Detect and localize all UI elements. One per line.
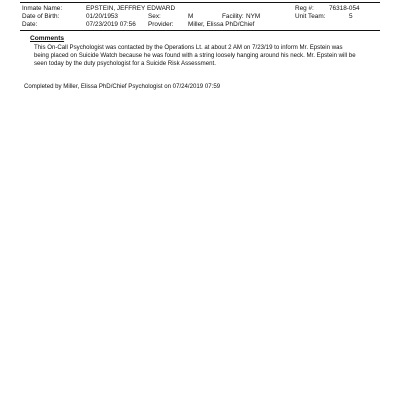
provider-value: Miller, Elissa PhD/Chief: [188, 21, 255, 28]
facility-value: NYM: [246, 13, 261, 20]
comments-title: Comments: [30, 35, 65, 42]
comment-line: seen today by the duty psychologist for a Suicide Risk Assessment.: [34, 60, 216, 68]
unit-team-value: 5: [349, 13, 353, 20]
sex-label: Sex:: [148, 13, 161, 20]
provider-label: Provider:: [148, 21, 174, 28]
comment-line: This On-Call Psychologist was contacted by the Operations Lt. at about 2 AM on 7/23/19 to inform Mr. Epstein was: [34, 44, 343, 51]
reg-value: 76318-054: [329, 5, 360, 12]
dob-label: Date of Birth:: [22, 13, 60, 20]
sex-value: M: [188, 13, 194, 20]
inmate-name-value: EPSTEIN, JEFFREY EDWARD: [86, 5, 176, 12]
completed-by-line: Completed by Miller, Elissa PhD/Chief Psychologist on 07/24/2019 07:59: [24, 83, 221, 90]
date-value: 07/23/2019 07:56: [86, 21, 136, 28]
comment-line: being placed on Suicide Watch because he was found with a string loosely hanging around his neck. Mr. Epstein will be: [34, 52, 356, 60]
unit-team-label: Unit Team:: [295, 13, 326, 20]
facility-label: Facility:: [222, 13, 244, 20]
header-top-rule: [20, 2, 380, 3]
header-bottom-rule: [20, 30, 380, 31]
inmate-name-label: Inmate Name:: [22, 5, 63, 12]
date-label: Date:: [22, 21, 38, 28]
reg-label: Reg #:: [295, 5, 314, 12]
comments-body: [34, 44, 364, 69]
dob-value: 01/20/1953: [86, 13, 118, 20]
